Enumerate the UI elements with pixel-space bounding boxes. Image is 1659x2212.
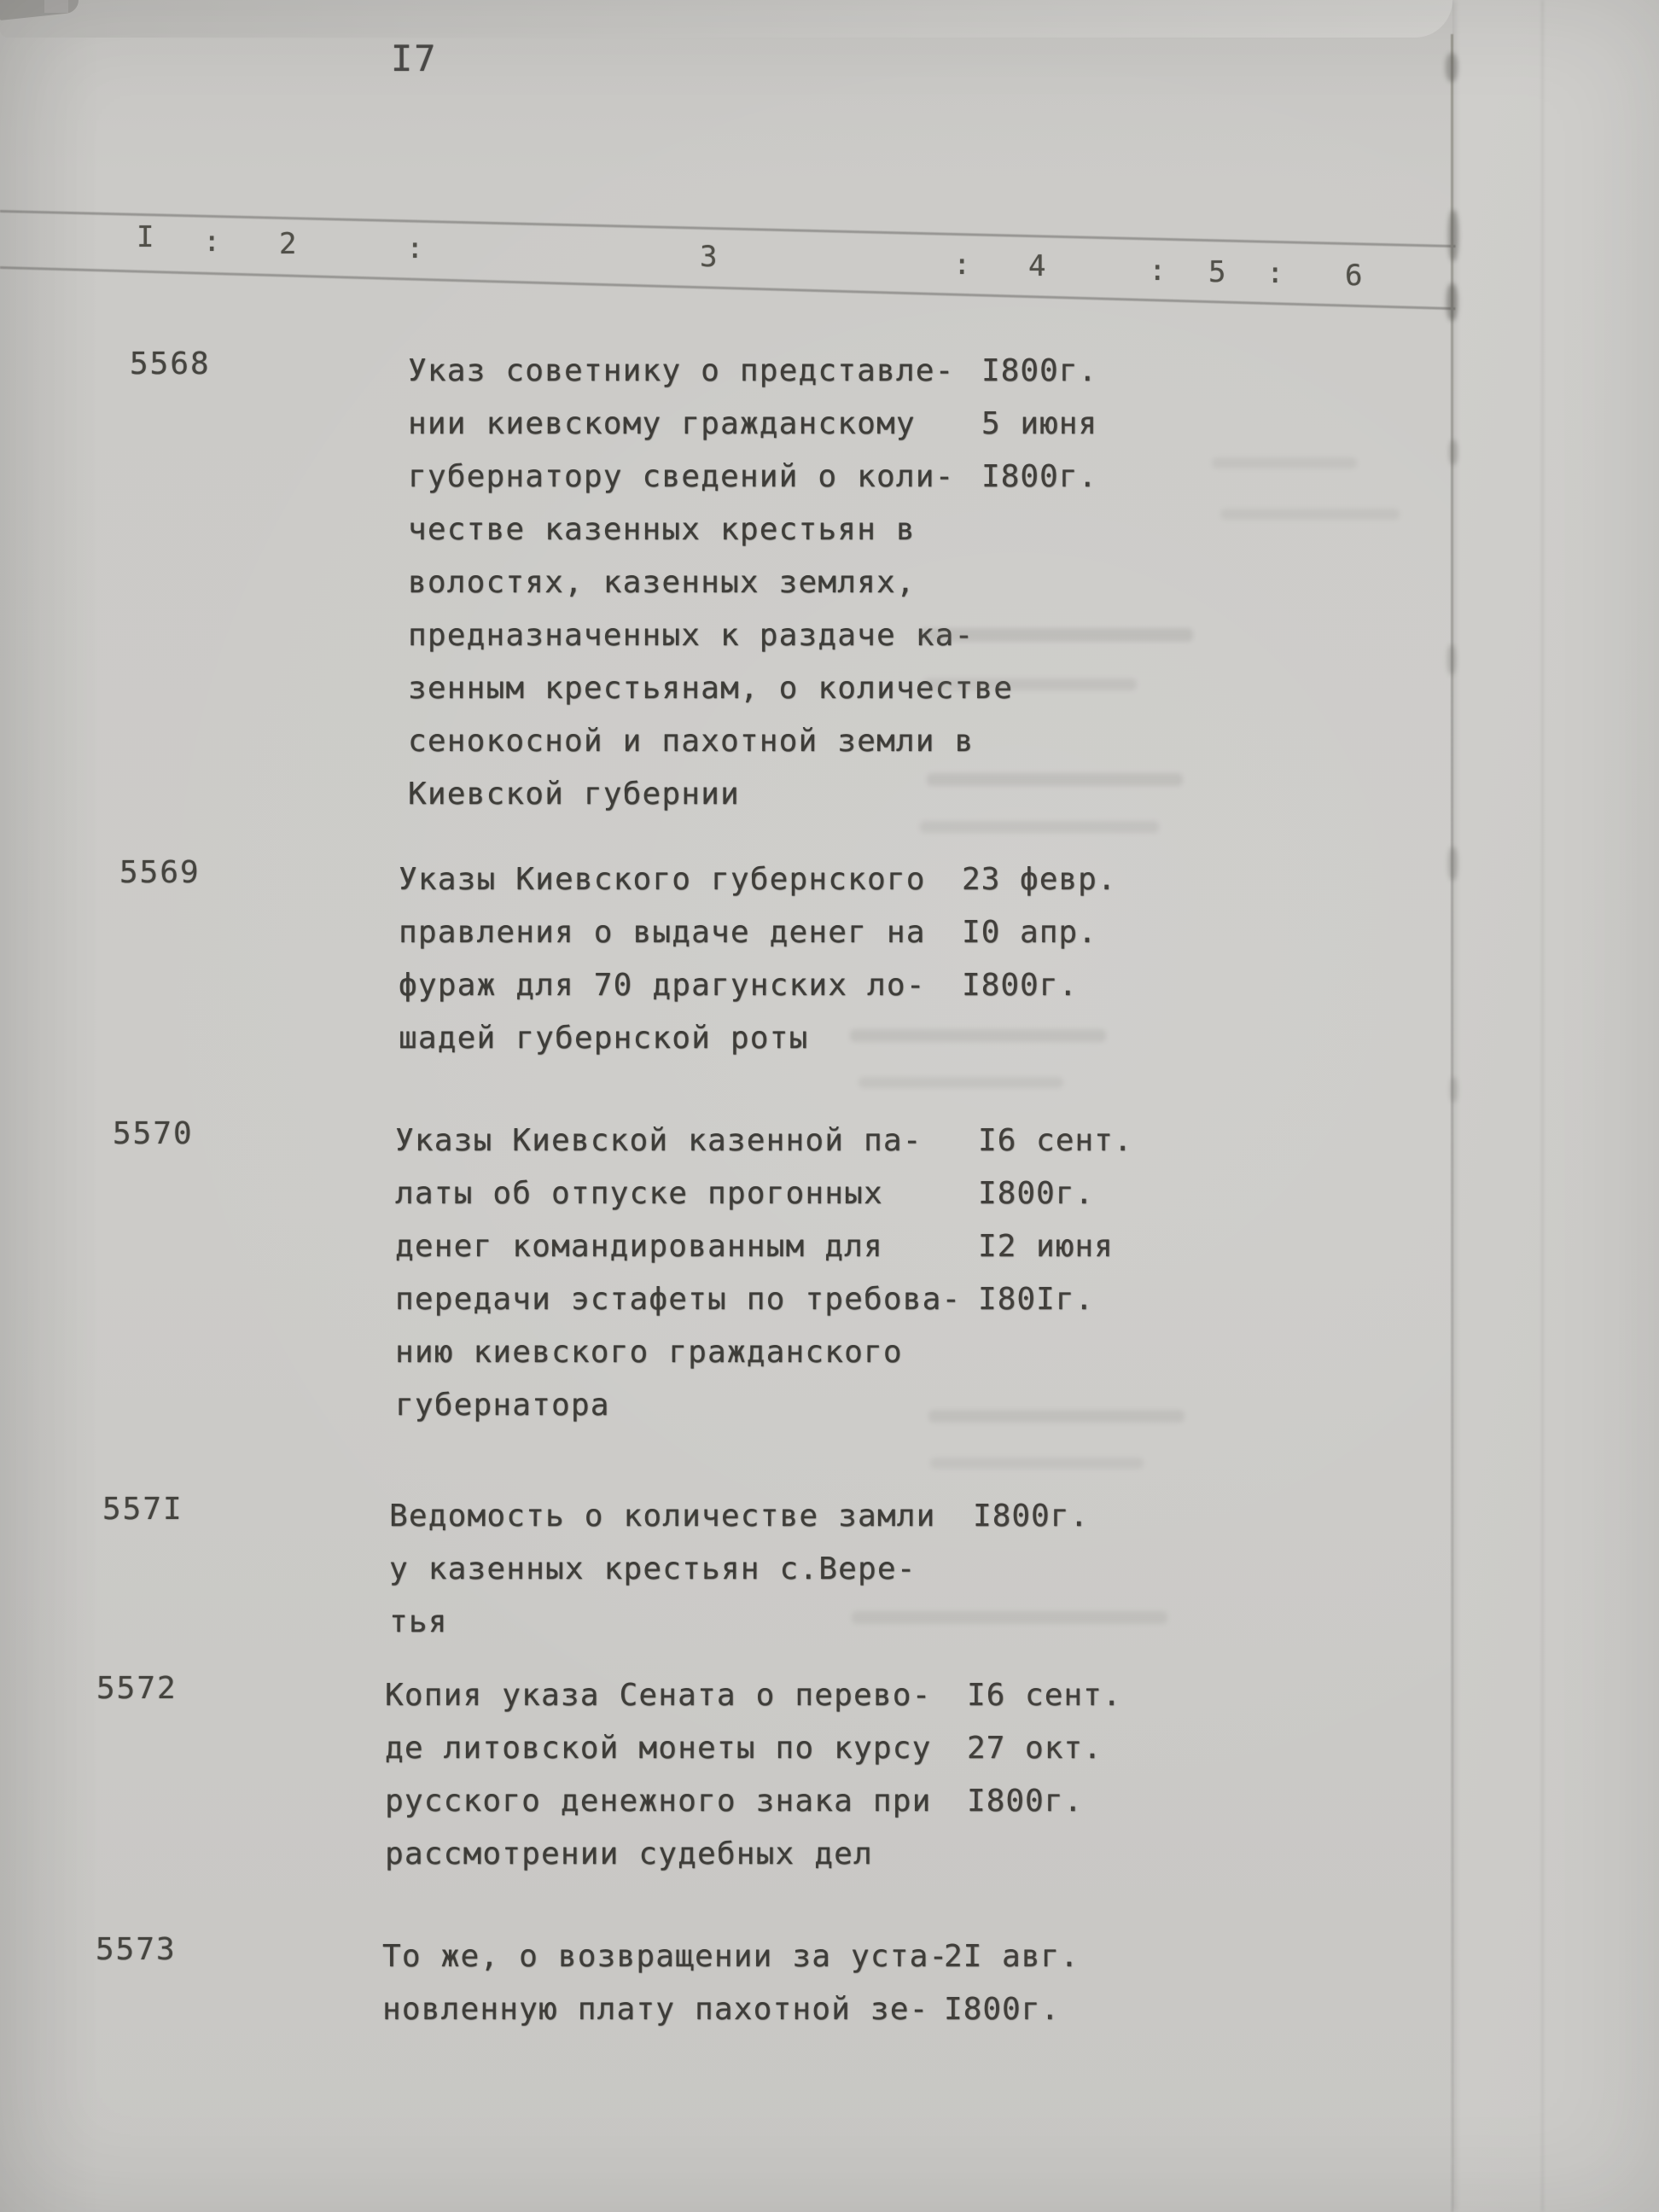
entry-description-line: предназначенных к раздаче ка-: [408, 618, 975, 653]
entry-description: [395, 1115, 961, 1432]
column-header-2: 2: [279, 227, 297, 261]
binding-smudge: [1449, 439, 1458, 465]
entry-number: 557I: [102, 1492, 183, 1527]
entry-description-line: де литовской монеты по курсу: [385, 1731, 932, 1766]
entry-description-line: волостях, казенных землях,: [408, 565, 916, 600]
entry-dates: [944, 1930, 1080, 2036]
entry-description-line: губернатору сведений о коли-: [408, 459, 955, 494]
bleedthrough-mark: [859, 1077, 1063, 1088]
entry-date-line: I800г.: [973, 1499, 1090, 1534]
entry-description-line: шадей губернской роты: [399, 1021, 809, 1056]
entry-description-line: тья: [389, 1604, 448, 1639]
entry-description: [382, 1930, 948, 2036]
entry-description: [408, 345, 1013, 821]
bleedthrough-mark: [850, 1029, 1106, 1042]
entry-description-line: сенокосной и пахотной земли в: [408, 724, 975, 759]
column-header-4: 4: [1028, 249, 1046, 283]
column-header-6: 6: [1345, 259, 1363, 293]
entry-description: [399, 853, 926, 1065]
column-header-5: 5: [1208, 255, 1226, 289]
binding-smudge: [1450, 1077, 1458, 1103]
column-separator: :: [203, 224, 221, 259]
column-header-I: I: [137, 220, 154, 254]
entry-description-line: Указы Киевской казенной па-: [395, 1123, 923, 1158]
entry-description: [389, 1490, 935, 1649]
entry-description-line: новленную плату пахотной зе-: [382, 1992, 929, 2027]
entry-description-line: То же, о возвращении за уста-: [382, 1939, 949, 1974]
entry-dates: [962, 853, 1116, 1012]
binding-smudge: [1447, 644, 1456, 675]
entry-description-line: рассмотрении судебных дел: [385, 1837, 873, 1871]
entry-number: 5573: [96, 1932, 177, 1967]
entry-date-line: 27 окт.: [967, 1731, 1103, 1766]
column-separator: :: [406, 231, 424, 265]
corner-tab: [44, 0, 68, 13]
entry-date-line: I800г.: [962, 968, 1079, 1003]
column-separator: :: [1266, 256, 1284, 290]
entry-date-line: 2I авг.: [944, 1939, 1080, 1974]
entry-date-line: I800г.: [944, 1992, 1061, 2027]
background-crease: [1541, 0, 1544, 2212]
entry-date-line: I6 сент.: [967, 1678, 1122, 1713]
entry-number: 5568: [130, 346, 211, 381]
entry-dates: [981, 345, 1097, 504]
entry-description-line: нию киевского гражданского: [395, 1335, 903, 1370]
entry-date-line: I2 июня: [978, 1229, 1114, 1264]
bleedthrough-mark: [920, 628, 1193, 642]
entry-date-line: 23 февр.: [962, 862, 1117, 897]
entry-description: [385, 1669, 931, 1881]
entry-number: 5570: [113, 1116, 194, 1151]
page-edge: [1451, 34, 1453, 2212]
entry-date-line: I800г.: [981, 353, 1098, 388]
entry-description-line: латы об отпуске прогонных: [395, 1176, 883, 1211]
bleedthrough-mark: [927, 773, 1183, 786]
entry-description-line: Копия указа Сената о перево-: [385, 1678, 932, 1713]
sheet-top-edge: [0, 0, 1452, 38]
entry-dates: [967, 1669, 1121, 1828]
entry-description-line: передачи эстафеты по требова-: [395, 1282, 962, 1317]
bleedthrough-mark: [928, 1410, 1185, 1423]
bleedthrough-mark: [1220, 509, 1400, 520]
entry-description-line: правления о выдаче денег на: [399, 915, 926, 950]
bleedthrough-mark: [920, 821, 1159, 833]
column-separator: :: [953, 247, 971, 282]
bleedthrough-mark: [1212, 457, 1357, 469]
entry-description-line: русского денежного знака при: [385, 1784, 932, 1819]
entry-date-line: I0 апр.: [962, 915, 1097, 950]
entry-date-line: I800г.: [967, 1784, 1084, 1819]
entry-description-line: губернатора: [395, 1388, 610, 1423]
binding-smudge: [1448, 210, 1458, 261]
entry-description-line: Киевской губернии: [408, 777, 740, 812]
entry-number: 5569: [119, 855, 201, 890]
entry-dates: [973, 1490, 1089, 1543]
column-separator: :: [1149, 253, 1167, 288]
entry-description-line: честве казенных крестьян в: [408, 512, 916, 547]
entry-description-line: Ведомость о количестве замли: [389, 1499, 936, 1534]
page-number: I7: [391, 38, 438, 79]
binding-smudge: [1448, 847, 1458, 881]
entry-date-line: 5 июня: [981, 406, 1098, 441]
entry-number: 5572: [96, 1671, 178, 1706]
entry-date-line: I800г.: [978, 1176, 1095, 1211]
entry-description-line: фураж для 70 драгунских ло-: [399, 968, 926, 1003]
entry-description-line: Указы Киевского губернского: [399, 862, 926, 897]
bleedthrough-mark: [852, 1611, 1167, 1624]
column-header-3: 3: [700, 240, 718, 274]
entry-description-line: денег командированным для: [395, 1229, 883, 1264]
entry-date-line: I800г.: [981, 459, 1098, 494]
entry-description-line: нии киевскому гражданскому: [408, 406, 916, 441]
binding-smudge: [1447, 283, 1458, 321]
entry-description-line: Указ советнику о представле-: [408, 353, 955, 388]
bleedthrough-mark: [930, 1458, 1144, 1469]
entry-dates: [978, 1115, 1132, 1326]
entry-description-line: зенным крестьянам, о количестве: [408, 671, 1014, 706]
binding-smudge: [1446, 53, 1458, 82]
entry-date-line: I6 сент.: [978, 1123, 1133, 1158]
entry-date-line: I80Iг.: [978, 1282, 1095, 1317]
table-rule-bottom: [0, 266, 1455, 310]
entry-description-line: у казенных крестьян с.Вере-: [389, 1551, 917, 1586]
bleedthrough-mark: [923, 678, 1137, 690]
